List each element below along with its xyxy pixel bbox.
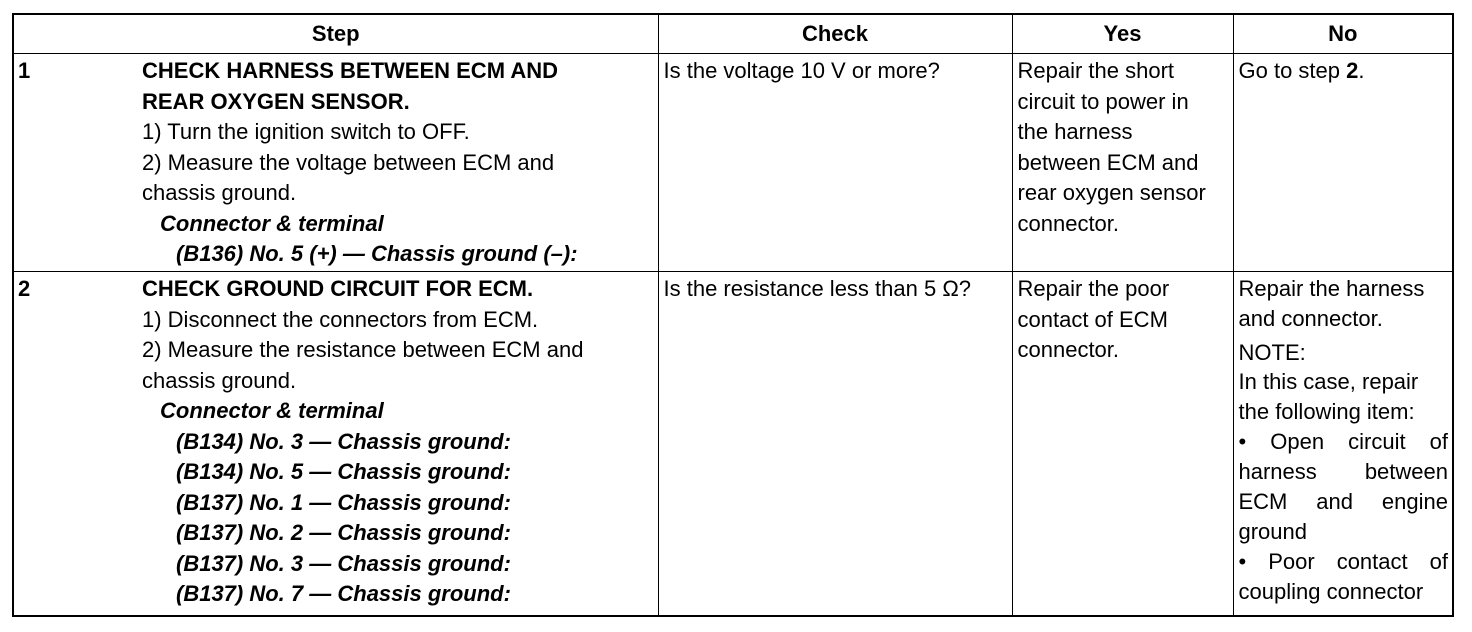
step-link: 2: [1346, 58, 1359, 83]
no-action: Repair the harness: [1238, 276, 1425, 301]
step-title: CHECK HARNESS BETWEEN ECM AND: [142, 58, 558, 83]
note-text: In this case, repair: [1238, 369, 1419, 394]
header-row: [13, 14, 1453, 54]
yes-action: Repair the poor: [1017, 276, 1170, 301]
diagnostic-table: [12, 13, 1454, 617]
terminal-spec: (B137) No. 2 — Chassis ground:: [176, 520, 511, 545]
step-cell: [13, 54, 658, 272]
step-instruction: 1) Disconnect the connectors from ECM.: [142, 306, 539, 332]
yes-cell: [1012, 272, 1233, 617]
step-instruction: chassis ground.: [142, 367, 297, 393]
check-question: Is the voltage 10 V or more?: [663, 58, 940, 83]
terminal-spec: (B134) No. 3 — Chassis ground:: [176, 428, 511, 454]
note-text: • Poor contact of: [1238, 549, 1448, 574]
step-instruction: 2) Measure the voltage between ECM and: [142, 149, 555, 175]
terminal-spec: (B137) No. 3 — Chassis ground:: [176, 550, 511, 576]
step-title: REAR OXYGEN SENSOR.: [142, 88, 410, 114]
terminal-spec: (B136) No. 5 (+) — Chassis ground (–):: [176, 241, 578, 266]
table-row: [13, 54, 1453, 272]
terminal-spec: (B137) No. 7 — Chassis ground:: [176, 581, 511, 606]
yes-action: contact of ECM: [1017, 306, 1168, 332]
yes-action: connector.: [1017, 337, 1120, 362]
step-number: 2: [18, 276, 31, 301]
header-yes: Yes: [1012, 14, 1233, 54]
note-text: the following item:: [1238, 399, 1415, 424]
yes-cell: [1012, 54, 1233, 272]
connector-label: Connector & terminal: [160, 398, 384, 423]
check-question: Is the resistance less than 5 Ω?: [663, 276, 971, 301]
step-instruction: 2) Measure the resistance between ECM and: [142, 337, 584, 362]
no-action: and connector.: [1238, 306, 1383, 331]
note-text: ground: [1238, 519, 1308, 544]
note-label: NOTE:: [1238, 340, 1306, 365]
yes-action: connector.: [1017, 210, 1120, 236]
step-cell: [13, 272, 658, 617]
no-action-suffix: .: [1358, 58, 1365, 83]
yes-action: between ECM and: [1017, 149, 1199, 175]
header-check: Check: [658, 14, 1012, 54]
no-action: [1239, 58, 1365, 83]
header-step: Step: [13, 14, 658, 54]
note-text: harness between: [1238, 459, 1448, 484]
no-cell: [1233, 272, 1453, 617]
note-text: • Open circuit of: [1238, 429, 1448, 454]
yes-action: circuit to power in: [1017, 88, 1189, 114]
note-text: ECM and engine: [1238, 489, 1448, 514]
step-instruction: 1) Turn the ignition switch to OFF.: [142, 119, 470, 144]
connector-label: Connector & terminal: [160, 210, 384, 236]
step-number: 1: [18, 58, 31, 83]
no-cell: [1233, 54, 1453, 272]
step-title: CHECK GROUND CIRCUIT FOR ECM.: [142, 276, 534, 301]
step-instruction: chassis ground.: [142, 180, 297, 205]
yes-action: the harness: [1017, 119, 1133, 144]
yes-action: Repair the short: [1017, 58, 1175, 83]
yes-action: rear oxygen sensor: [1017, 180, 1206, 205]
terminal-spec: (B134) No. 5 — Chassis ground:: [176, 459, 511, 484]
note-text: coupling connector: [1238, 579, 1424, 604]
terminal-spec: (B137) No. 1 — Chassis ground:: [176, 489, 511, 515]
check-cell: [658, 54, 1012, 272]
no-action-text: Go to step: [1238, 58, 1347, 83]
header-no: No: [1233, 14, 1453, 54]
table-row: [13, 272, 1453, 617]
check-cell: [658, 272, 1012, 617]
